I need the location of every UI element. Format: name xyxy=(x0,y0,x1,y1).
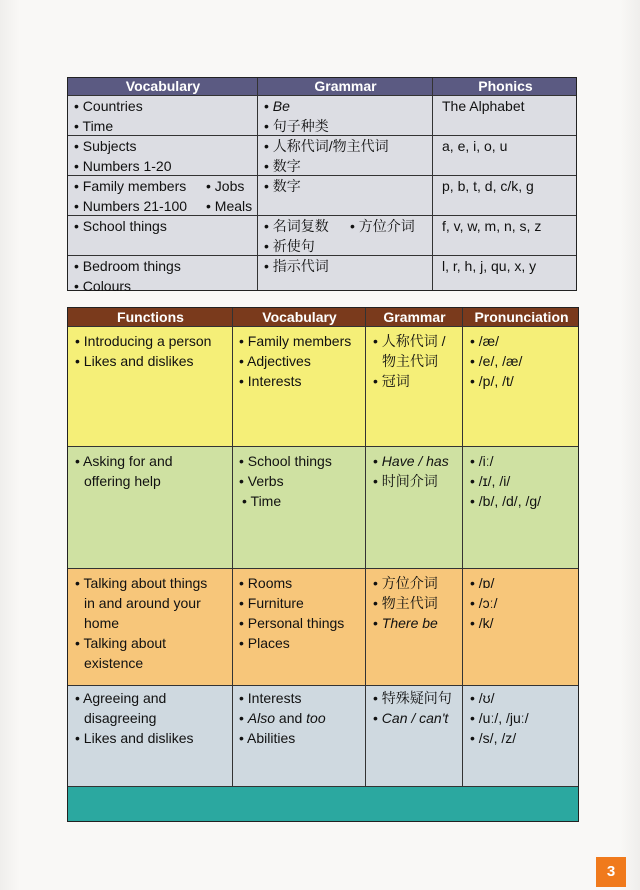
table-row: • Asking for and offering help xyxy=(75,453,173,489)
overview-table: Vocabulary Grammar Phonics • Countries • Time • Be • 句子种类 The Alphabet • Subjects • Numbers 1-20 • 人称代词/物主代词 • 数字 a, e, i, o, u • Family members • Numbers 21-100 • Jobs • Meals • 数字 p, b, t, d, c/k, g • School things • 名词复数 • 祈使句 • 方位介词 f, v, w, m, n, s, z • Bedroom things • Colours • 指示代词 l, r, h, j, qu, x, y xyxy=(67,77,577,291)
table-row: • Bedroom things • Colours xyxy=(74,258,181,294)
footer-band-teal xyxy=(68,786,578,822)
table-header xyxy=(68,308,578,326)
table-row: • School things xyxy=(74,218,167,234)
table-row: • Agreeing and disagreeing • Likes and dislikes xyxy=(75,690,194,746)
header-pronunciation: Pronunciation xyxy=(474,309,569,325)
header-phonics: Phonics xyxy=(478,78,533,94)
header-functions: Functions xyxy=(117,309,184,325)
table-row: • Countries • Time xyxy=(74,98,143,134)
header-grammar: Grammar xyxy=(383,309,446,325)
table-row: • Subjects • Numbers 1-20 xyxy=(74,138,172,174)
header-grammar: Grammar xyxy=(314,78,377,94)
header-vocabulary: Vocabulary xyxy=(125,78,201,94)
table-row: • Introducing a person • Likes and dislikes xyxy=(75,333,212,369)
page-number-badge: 3 xyxy=(596,857,626,887)
table-header xyxy=(68,78,576,95)
header-vocabulary: Vocabulary xyxy=(262,309,337,325)
table-row: • Talking about things in and around your home • Talking about existence xyxy=(75,575,208,671)
table-row: • Family members • Numbers 21-100 xyxy=(74,178,188,214)
unit-content-table: Functions Vocabulary Grammar Pronunciation • Introducing a person • Likes and dislikes • Family members • Adjectives • Interests • 人称代词 / 物主代词 • 冠词 • /æ/ • /e/, /æ/ • /p/, /t/ • Asking for and offering help • School things • Verbs • Time • Have / has • 时间介词 • /iː/ • /ɪ/, /i/ • /b/, /d/, /g/ • Talking about things in and around your home • Talking about existence • Rooms • Furniture • Personal things • Places • 方位介词 • 物主代词 • There be • /ɒ/ • /ɔː/ • /k/ • Agreeing and disagreeing • Likes and dislikes • Interests • Also and too • Abilities • 特殊疑问句 • Can / can't • /ʊ/ • /uː/, /juː/ • /s/, /z/ xyxy=(67,307,579,822)
